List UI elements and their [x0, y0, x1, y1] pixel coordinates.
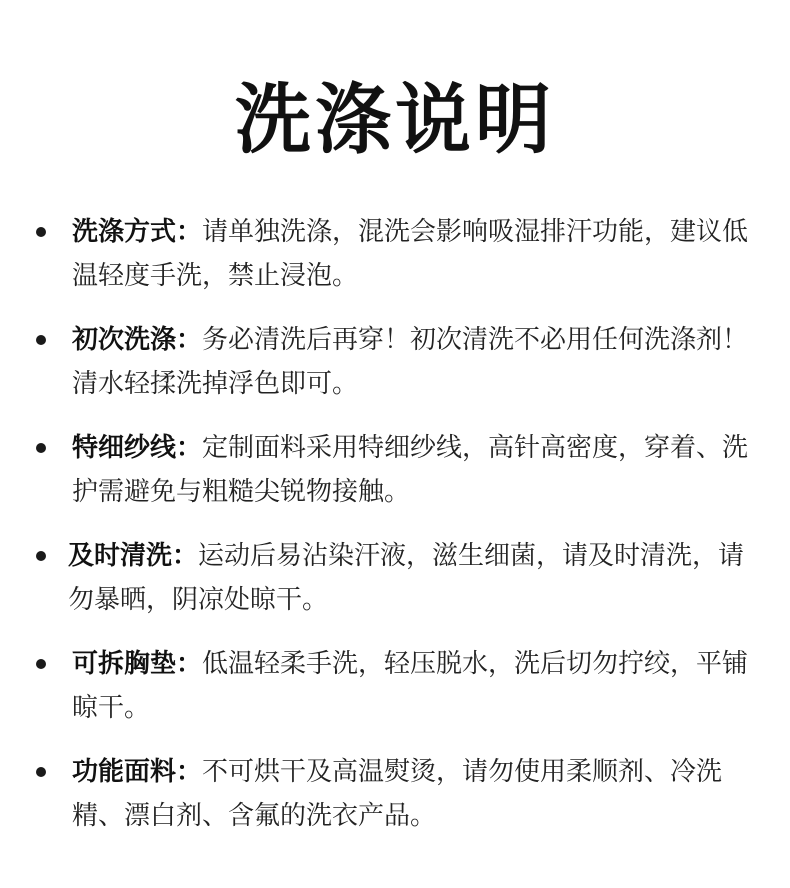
- bullet-icon: [36, 659, 46, 669]
- item-text: 请单独洗涤，混洗会影响吸湿排汗功能，建议低温轻度手洗，禁止浸泡。: [72, 217, 749, 291]
- page-title: 洗涤说明: [235, 75, 555, 164]
- bullet-icon: [36, 227, 46, 237]
- item-text: 务必清洗后再穿！初次清洗不必用任何洗涤剂！清水轻揉洗掉浮色即可。: [72, 325, 749, 399]
- bullet-icon: [36, 767, 46, 777]
- item-label: 及时清洗：: [68, 541, 199, 571]
- item-text: 定制面料采用特细纱线，高针高密度，穿着、洗护需避免与粗糙尖锐物接触。: [72, 433, 749, 507]
- bullet-icon: [36, 551, 46, 561]
- item-text: 低温轻柔手洗，轻压脱水，洗后切勿拧绞，平铺晾干。: [72, 649, 749, 723]
- item-label: 特细纱线：: [72, 433, 203, 463]
- item-label: 洗涤方式：: [72, 217, 203, 247]
- bullet-icon: [36, 443, 46, 453]
- item-label: 可拆胸垫：: [72, 649, 203, 679]
- item-label: 功能面料：: [72, 757, 203, 787]
- item-label: 初次洗涤：: [72, 325, 203, 355]
- bullet-icon: [36, 335, 46, 345]
- item-text: 不可烘干及高温熨烫，请勿使用柔顺剂、冷洗精、漂白剂、含氟的洗衣产品。: [72, 757, 723, 831]
- item-text: 运动后易沾染汗液，滋生细菌，请及时清洗，请勿暴晒，阴凉处晾干。: [68, 541, 745, 615]
